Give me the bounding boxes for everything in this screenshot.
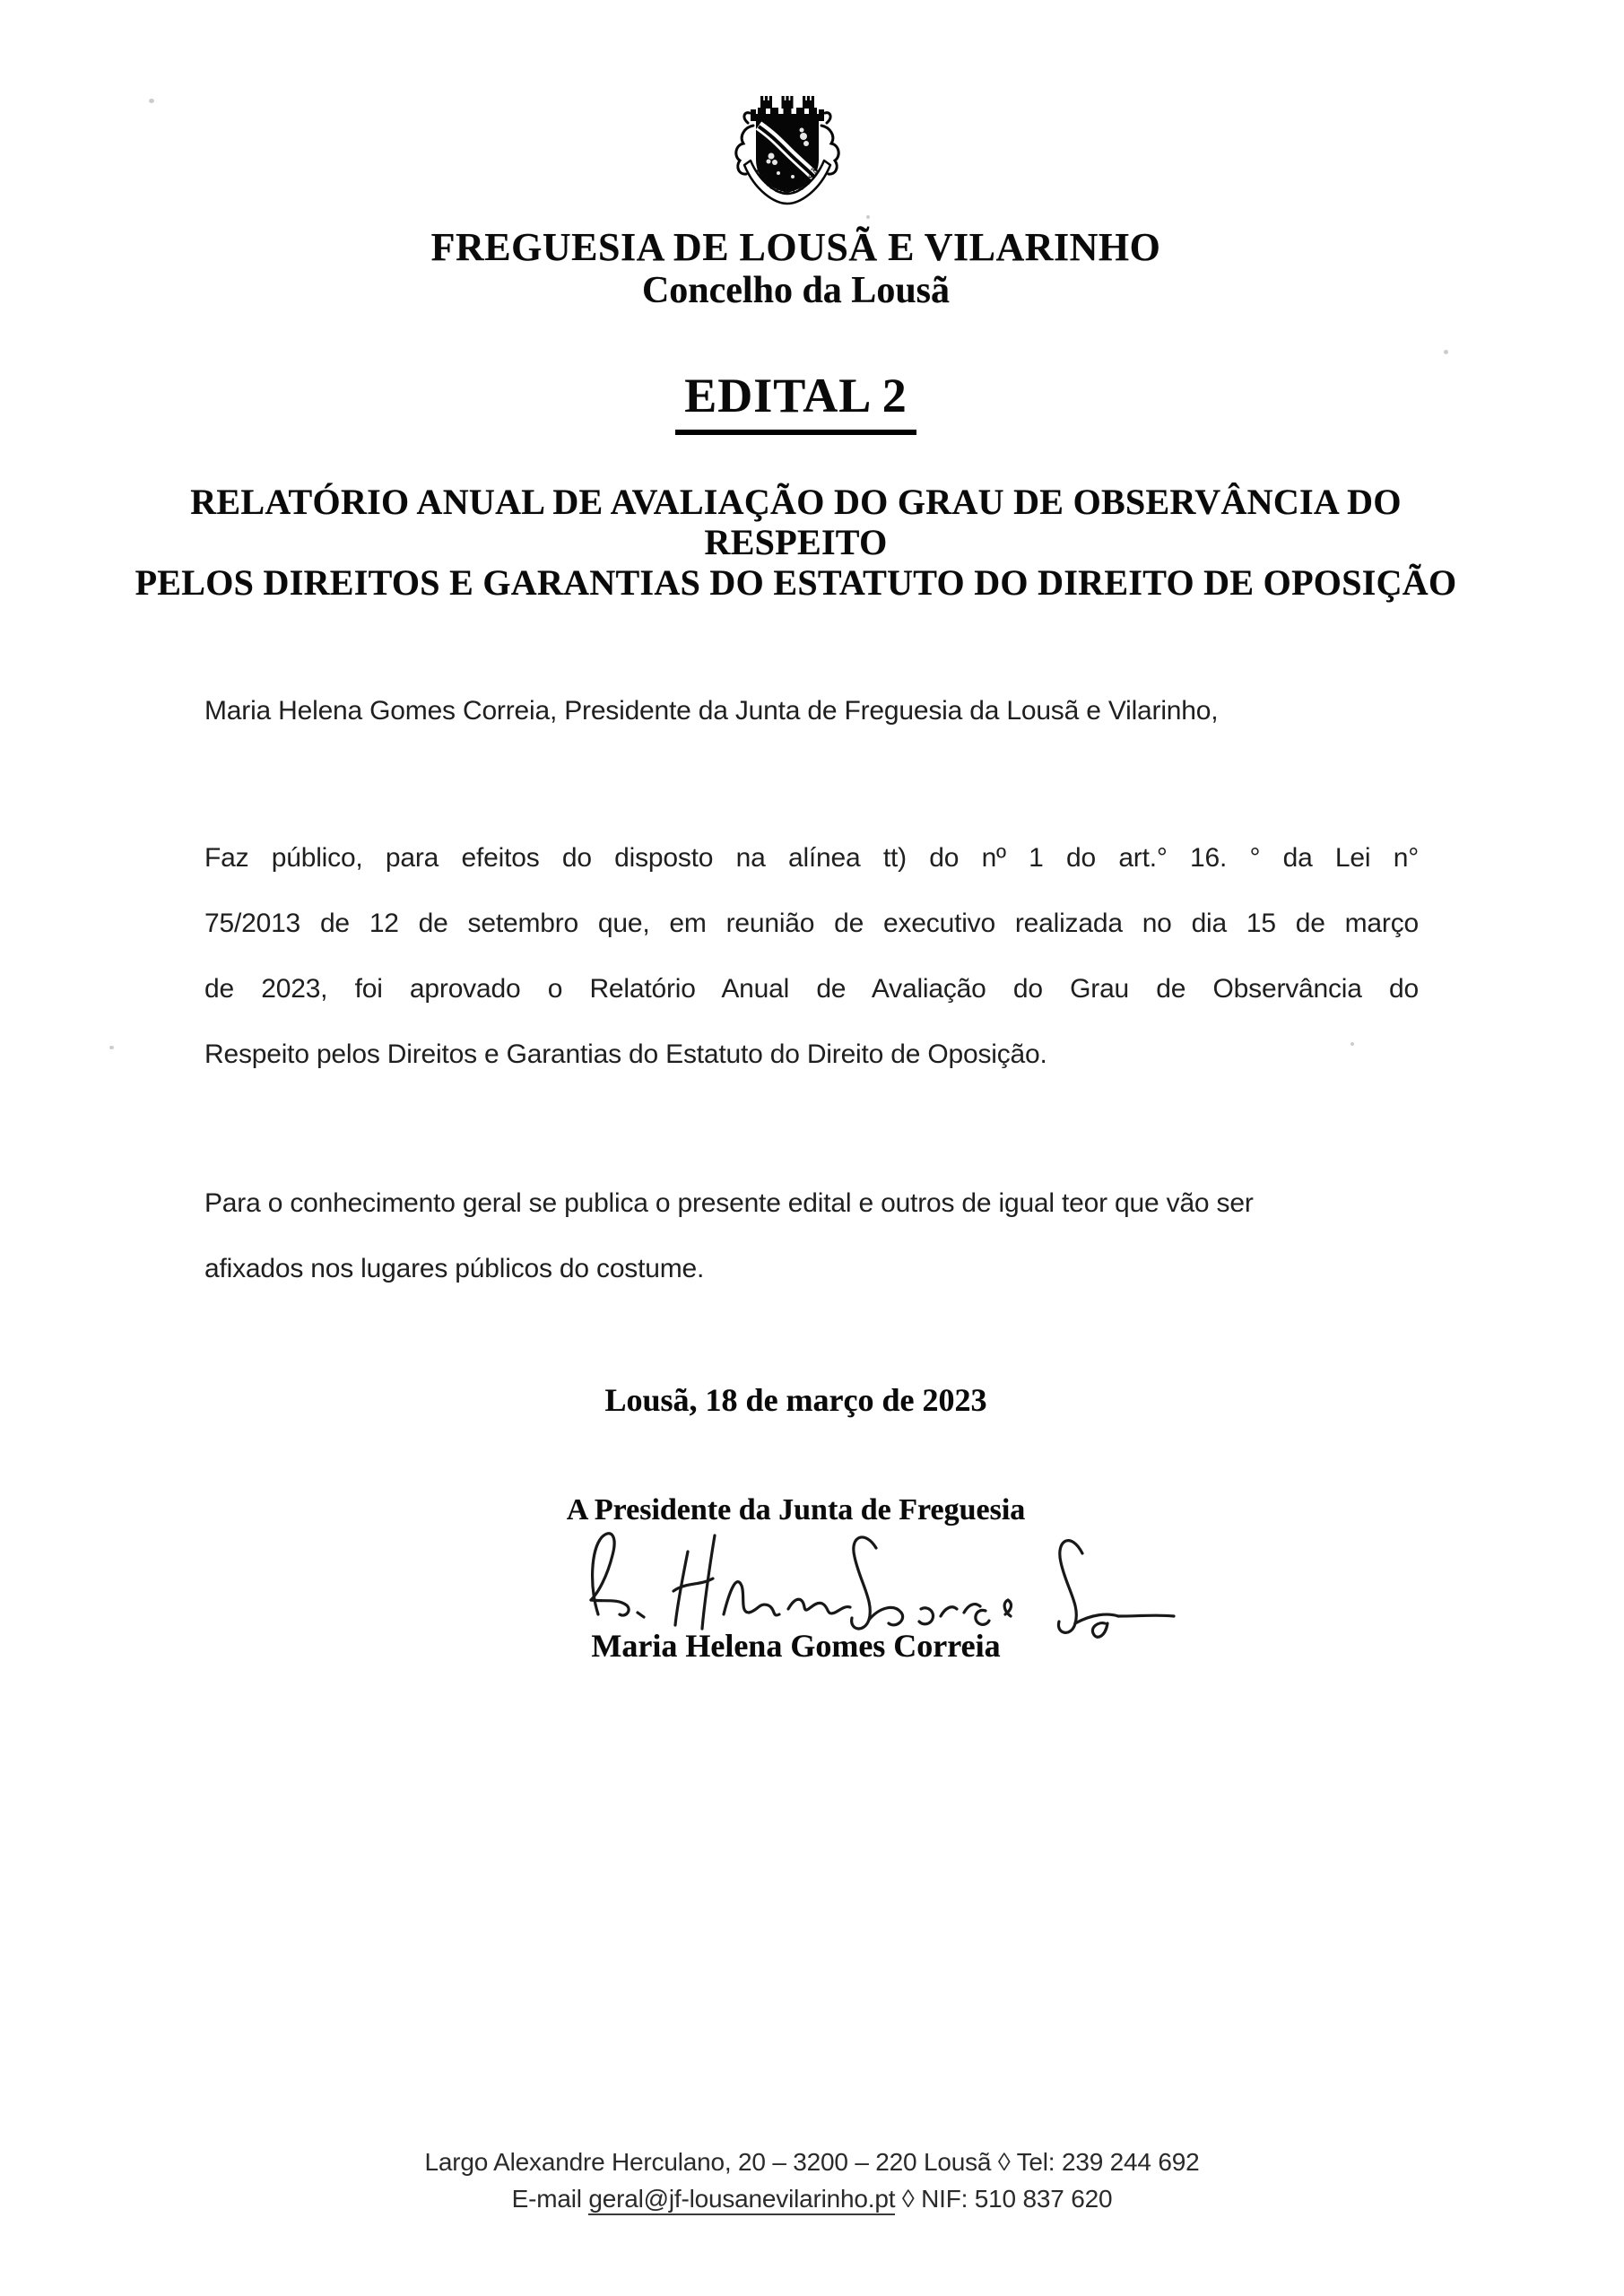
footer-telephone: Tel: 239 244 692 xyxy=(1016,2148,1200,2176)
signatory-name: Maria Helena Gomes Correia xyxy=(591,1628,1001,1664)
subtitle-line-3: PELOS DIREITOS E GARANTIAS DO ESTATUTO DO DIREITO DE OPOSIÇÃO xyxy=(135,562,1457,603)
scan-speck xyxy=(149,99,154,103)
paragraph-publication-line: afixados nos lugares públicos do costume. xyxy=(204,1254,705,1283)
subtitle-line-1: RELATÓRIO ANUAL DE AVALIAÇÃO DO GRAU DE OBSERVÂNCIA DO xyxy=(190,482,1402,522)
footer-nif: NIF: 510 837 620 xyxy=(921,2185,1113,2213)
scan-speck xyxy=(1444,350,1448,354)
scan-speck xyxy=(866,215,870,219)
footer-contact-line xyxy=(0,2185,1624,2213)
paragraph-legal-line: 75/2013 de 12 de setembro que, em reunião de executivo realizada no dia 15 de março xyxy=(204,909,1419,938)
paragraph-publication-line: Para o conhecimento geral se publica o presente edital e outros de igual teor que vão ser xyxy=(204,1188,1254,1218)
footer-address: Largo Alexandre Herculano, 20 – 3200 – 220 Lousã xyxy=(424,2148,992,2176)
mural-crown-icon xyxy=(751,96,824,122)
footer-address-line xyxy=(0,2148,1624,2177)
paragraph-legal-line: Respeito pelos Direitos e Garantias do Estatuto do Direito de Oposição. xyxy=(204,1039,1047,1069)
crest-banner-text: VILA DA LOUSÃ xyxy=(751,165,823,198)
footer-email-label: E-mail xyxy=(511,2185,582,2213)
paragraph-legal xyxy=(204,825,1419,1087)
document-subtitle xyxy=(0,482,1592,603)
organization-subtitle: Concelho da Lousã xyxy=(641,270,951,311)
organization-name: FREGUESIA DE LOUSÃ E VILARINHO xyxy=(430,225,1161,269)
paragraph-legal-line: Faz público, para efeitos do disposto na alínea tt) do nº 1 do art.° 16. ° da Lei n° xyxy=(204,843,1419,873)
paragraph-legal-line: de 2023, foi aprovado o Relatório Anual de Avaliação do Grau de Observância do xyxy=(204,974,1419,1004)
footer-email-address: geral@jf-lousanevilarinho.pt xyxy=(588,2185,895,2215)
diamond-separator-icon: ◊ xyxy=(997,2148,1011,2176)
diamond-separator-icon: ◊ xyxy=(901,2185,915,2213)
scan-speck xyxy=(109,1046,114,1049)
subtitle-line-2: RESPEITO xyxy=(704,522,888,562)
place-date-line: Lousã, 18 de março de 2023 xyxy=(604,1382,987,1418)
paragraph-intro: Maria Helena Gomes Correia, Presidente da Junta de Freguesia da Lousã e Vilarinho, xyxy=(204,696,1219,726)
paragraph-publication xyxy=(204,1170,1419,1301)
municipal-coat-of-arms xyxy=(726,90,848,219)
signatory-role: A Presidente da Junta de Freguesia xyxy=(566,1493,1026,1526)
document-title-row xyxy=(0,368,1592,435)
document-title: EDITAL 2 xyxy=(675,368,916,435)
